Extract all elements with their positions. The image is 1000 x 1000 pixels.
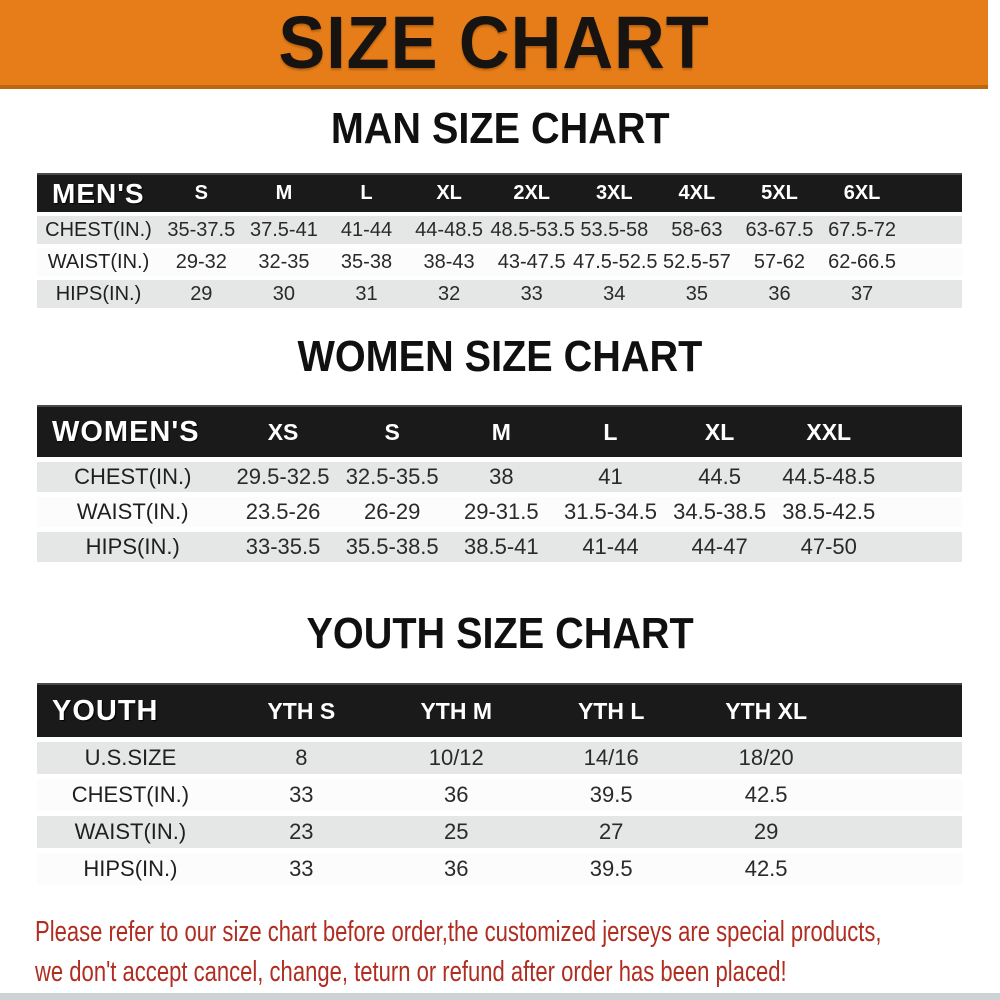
cell-value: 42.5	[744, 856, 788, 881]
cell-value: 52.5-57	[662, 250, 731, 273]
youth-size-header: YTH M	[420, 697, 493, 724]
women-table-header-row	[37, 405, 962, 457]
cell-value: 35.5-38.5	[345, 534, 439, 559]
women-hips-row	[37, 532, 962, 562]
youth-chest-row	[37, 779, 962, 811]
cell-value: 29-31.5	[464, 499, 539, 524]
cell-value: 67.5-72	[828, 218, 896, 241]
man-size-chart-heading: MAN SIZE CHART	[330, 104, 670, 153]
bottom-edge-strip	[0, 993, 1000, 1000]
cell-value: 36	[768, 282, 791, 305]
women-chest-row	[37, 462, 962, 492]
cell-value: 47.5-52.5	[572, 250, 658, 273]
cell-value: 30	[272, 282, 296, 305]
cell-value: 41	[598, 464, 623, 489]
row-label: CHEST(IN.)	[45, 218, 152, 241]
cell-value: 38.5-42.5	[782, 499, 876, 524]
cell-value: 32-35	[258, 250, 310, 273]
cell-value: 38	[489, 464, 514, 489]
cell-value: 29	[190, 282, 213, 305]
cell-value: 58-63	[671, 218, 723, 241]
cell-value: 31	[355, 282, 378, 305]
cell-value: 26-29	[364, 499, 421, 524]
cell-value: 38.5-41	[464, 534, 539, 559]
youth-ussize-row	[37, 742, 962, 774]
men-size-header: S	[194, 182, 208, 204]
disclaimer-line-2: we don't accept cancel, change, teturn or refund after order has been placed!	[35, 956, 787, 988]
youth-size-header: YTH S	[267, 697, 336, 724]
women-waist-row	[37, 497, 962, 527]
men-size-table	[37, 173, 962, 308]
cell-value: 34.5-38.5	[673, 499, 767, 524]
youth-size-header: YTH XL	[725, 697, 808, 724]
youth-size-chart-heading: YOUTH SIZE CHART	[306, 609, 694, 658]
cell-value: 32.5-35.5	[345, 464, 439, 489]
cell-value: 33	[520, 282, 543, 305]
row-label: WAIST(IN.)	[76, 499, 189, 524]
cell-value: 29	[753, 819, 779, 844]
youth-size-table	[37, 683, 962, 885]
women-size-header: L	[603, 418, 618, 445]
cell-value: 38-43	[423, 250, 475, 273]
cell-value: 37.5-41	[249, 218, 318, 241]
cell-value: 53.5-58	[580, 218, 649, 241]
women-size-header: XS	[267, 418, 299, 445]
cell-value: 18/20	[738, 745, 794, 770]
cell-value: 31.5-34.5	[563, 499, 657, 524]
women-size-header: M	[491, 418, 511, 445]
men-table-title: MEN'S	[52, 177, 145, 209]
cell-value: 32	[437, 282, 461, 305]
cell-value: 41-44	[340, 218, 393, 241]
men-size-header: 4XL	[678, 182, 716, 204]
men-size-header: XL	[436, 182, 462, 204]
men-size-header: 6XL	[843, 182, 881, 204]
cell-value: 34	[603, 282, 626, 305]
women-size-header: XL	[704, 418, 735, 445]
men-size-header: 5XL	[761, 182, 798, 204]
row-label: WAIST(IN.)	[47, 250, 150, 273]
men-size-header: L	[360, 182, 373, 204]
women-size-header: XXL	[806, 418, 852, 445]
cell-value: 48.5-53.5	[490, 218, 575, 241]
youth-table-header-row	[37, 683, 962, 737]
banner-title: SIZE CHART	[278, 1, 710, 84]
cell-value: 29-32	[175, 250, 227, 273]
youth-size-header: YTH L	[577, 697, 645, 724]
row-label: U.S.SIZE	[84, 745, 177, 770]
youth-waist-row	[37, 816, 962, 848]
cell-value: 33-35.5	[245, 534, 321, 559]
men-size-header: 3XL	[595, 182, 633, 204]
cell-value: 36	[444, 782, 469, 807]
cell-value: 41-44	[582, 534, 639, 559]
cell-value: 14/16	[583, 745, 639, 770]
cell-value: 35-38	[340, 250, 393, 273]
cell-value: 44-48.5	[415, 218, 484, 241]
cell-value: 33	[289, 856, 314, 881]
cell-value: 63-67.5	[745, 218, 814, 241]
disclaimer-line-1: Please refer to our size chart before order,the customized jerseys are special products,	[35, 916, 882, 948]
order-disclaimer	[35, 912, 1000, 992]
cell-value: 37	[850, 282, 874, 305]
women-table-title: WOMEN'S	[52, 415, 200, 448]
cell-value: 29.5-32.5	[236, 464, 330, 489]
cell-value: 62-66.5	[828, 250, 896, 273]
cell-value: 39.5	[589, 782, 633, 807]
men-table-header-row	[37, 173, 962, 212]
cell-value: 42.5	[744, 782, 788, 807]
men-waist-row	[37, 248, 962, 276]
cell-value: 10/12	[428, 745, 484, 770]
cell-value: 44-47	[691, 534, 748, 559]
row-label: CHEST(IN.)	[71, 782, 190, 807]
cell-value: 25	[444, 819, 469, 844]
men-chest-row	[37, 216, 962, 244]
cell-value: 36	[444, 856, 469, 881]
row-label: HIPS(IN.)	[83, 856, 178, 881]
men-size-header: 2XL	[513, 182, 551, 204]
cell-value: 44.5	[698, 464, 742, 489]
cell-value: 57-62	[753, 250, 806, 273]
cell-value: 33	[289, 782, 314, 807]
youth-hips-row	[37, 853, 962, 885]
youth-table-title: YOUTH	[52, 694, 159, 727]
row-label: HIPS(IN.)	[85, 534, 180, 559]
men-hips-row	[37, 280, 962, 308]
cell-value: 39.5	[589, 856, 633, 881]
cell-value: 44.5-48.5	[782, 464, 876, 489]
row-label: HIPS(IN.)	[55, 282, 142, 305]
cell-value: 47-50	[800, 534, 857, 559]
women-size-header: S	[384, 418, 400, 445]
cell-value: 23.5-26	[245, 499, 321, 524]
row-label: CHEST(IN.)	[74, 464, 192, 489]
row-label: WAIST(IN.)	[74, 819, 187, 844]
women-size-chart-heading: WOMEN SIZE CHART	[297, 332, 703, 381]
cell-value: 35	[685, 282, 708, 305]
women-size-table	[37, 405, 962, 562]
cell-value: 35-37.5	[167, 218, 236, 241]
cell-value: 43-47.5	[497, 250, 566, 273]
cell-value: 27	[598, 819, 624, 844]
size-chart-banner	[0, 0, 988, 89]
cell-value: 23	[289, 819, 314, 844]
cell-value: 8	[295, 745, 308, 770]
men-size-header: M	[275, 182, 293, 204]
